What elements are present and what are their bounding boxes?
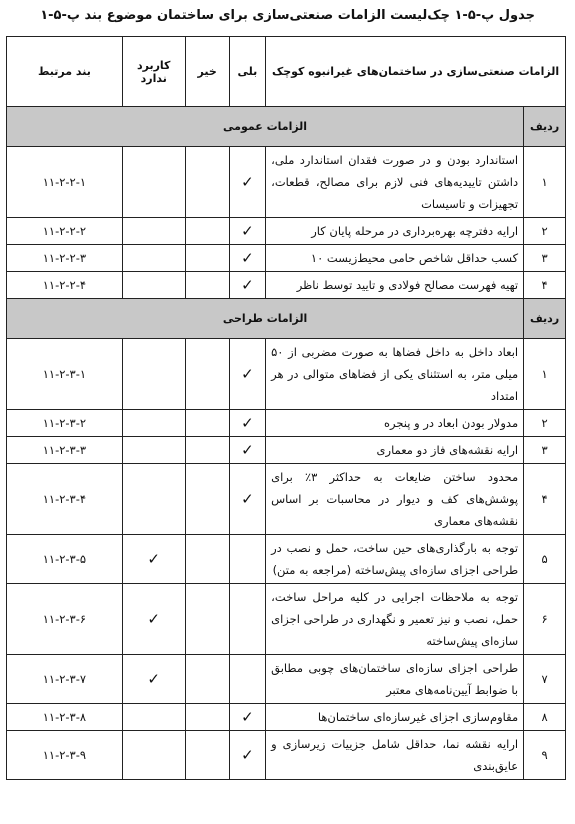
row-number: ۵ bbox=[524, 535, 566, 584]
checkmark-icon: ✓ bbox=[241, 173, 254, 191]
no-cell bbox=[185, 731, 229, 780]
table-row bbox=[7, 410, 566, 437]
checkmark-icon: ✓ bbox=[241, 414, 254, 432]
reference-clause: ۱۱-۲-۳-۴ bbox=[7, 464, 123, 535]
section-title: الزامات طراحی bbox=[7, 299, 524, 339]
yes-cell bbox=[229, 437, 265, 464]
table-row bbox=[7, 147, 566, 218]
requirement-text: مقاوم‌سازی اجزای غیرسازه‌ای ساختمان‌ها bbox=[266, 704, 524, 731]
requirement-text: توجه به بارگذاری‌های حین ساخت، حمل و نصب در طراحی اجزای سازه‌ای پیش‌ساخته (مراجعه به متن) bbox=[266, 535, 524, 584]
yes-cell bbox=[229, 147, 265, 218]
section-header-row bbox=[7, 299, 566, 339]
checkmark-icon: ✓ bbox=[147, 610, 160, 628]
table-row bbox=[7, 272, 566, 299]
requirement-text: استاندارد بودن و در صورت فقدان استاندارد ملی، داشتن تاییدیه‌های فنی لازم برای مصالح، قطعات، تجهیزات و تاسیسات bbox=[266, 147, 524, 218]
no-cell bbox=[185, 704, 229, 731]
reference-clause: ۱۱-۲-۳-۱ bbox=[7, 339, 123, 410]
yes-cell bbox=[229, 535, 265, 584]
reference-clause: ۱۱-۲-۲-۱ bbox=[7, 147, 123, 218]
yes-cell bbox=[229, 272, 265, 299]
yes-cell bbox=[229, 410, 265, 437]
table-row bbox=[7, 245, 566, 272]
no-cell bbox=[185, 535, 229, 584]
yes-cell bbox=[229, 704, 265, 731]
row-number: ۲ bbox=[524, 218, 566, 245]
table-row bbox=[7, 704, 566, 731]
yes-cell bbox=[229, 655, 265, 704]
not-applicable-cell bbox=[122, 245, 185, 272]
no-cell bbox=[185, 655, 229, 704]
row-number: ۷ bbox=[524, 655, 566, 704]
row-number: ۳ bbox=[524, 245, 566, 272]
requirement-text: ارایه نقشه‌های فاز دو معماری bbox=[266, 437, 524, 464]
requirement-text: ابعاد داخل به داخل فضاها به صورت مضربی از ۵۰ میلی متر، به استثنای یکی از فضاهای متوالی در هر امتداد bbox=[266, 339, 524, 410]
table-row bbox=[7, 464, 566, 535]
not-applicable-cell bbox=[122, 535, 185, 584]
requirement-text: محدود ساختن ضایعات به حداکثر ۳٪ برای پوشش‌های کف و دیوار در محاسبات بر اساس نقشه‌های معماری bbox=[266, 464, 524, 535]
section-radif-label: ردیف bbox=[524, 107, 566, 147]
yes-cell bbox=[229, 584, 265, 655]
requirement-text: مدولار بودن ابعاد در و پنجره bbox=[266, 410, 524, 437]
reference-clause: ۱۱-۲-۲-۲ bbox=[7, 218, 123, 245]
reference-clause: ۱۱-۲-۳-۲ bbox=[7, 410, 123, 437]
header-requirement: الزامات صنعتی‌سازی در ساختمان‌های غیرانبوه کوچک bbox=[266, 37, 566, 107]
yes-cell bbox=[229, 339, 265, 410]
checkmark-icon: ✓ bbox=[241, 249, 254, 267]
table-row bbox=[7, 339, 566, 410]
no-cell bbox=[185, 218, 229, 245]
reference-clause: ۱۱-۲-۳-۸ bbox=[7, 704, 123, 731]
requirement-text: ارایه دفترچه بهره‌برداری در مرحله پایان کار bbox=[266, 218, 524, 245]
no-cell bbox=[185, 437, 229, 464]
no-cell bbox=[185, 464, 229, 535]
not-applicable-cell bbox=[122, 584, 185, 655]
not-applicable-cell bbox=[122, 410, 185, 437]
checkmark-icon: ✓ bbox=[241, 708, 254, 726]
row-number: ۱ bbox=[524, 339, 566, 410]
reference-clause: ۱۱-۲-۳-۶ bbox=[7, 584, 123, 655]
not-applicable-cell bbox=[122, 339, 185, 410]
not-applicable-cell bbox=[122, 655, 185, 704]
section-header-row bbox=[7, 107, 566, 147]
reference-clause: ۱۱-۲-۳-۵ bbox=[7, 535, 123, 584]
requirement-text: ارایه نقشه نما، حداقل شامل جزییات زیرسازی و عایق‌بندی bbox=[266, 731, 524, 780]
table-row bbox=[7, 584, 566, 655]
table-row bbox=[7, 731, 566, 780]
header-row bbox=[7, 37, 566, 107]
checkmark-icon: ✓ bbox=[241, 746, 254, 764]
requirement-text: کسب حداقل شاخص حامی محیط‌زیست ۱۰ bbox=[266, 245, 524, 272]
checkmark-icon: ✓ bbox=[241, 490, 254, 508]
header-not-applicable: کاربرد ندارد bbox=[122, 37, 185, 107]
not-applicable-cell bbox=[122, 218, 185, 245]
requirement-text: طراحی اجزای سازه‌ای ساختمان‌های چوبی مطابق با ضوابط آیین‌نامه‌های معتبر bbox=[266, 655, 524, 704]
no-cell bbox=[185, 339, 229, 410]
checkmark-icon: ✓ bbox=[147, 670, 160, 688]
checkmark-icon: ✓ bbox=[241, 441, 254, 459]
header-no: خیر bbox=[185, 37, 229, 107]
table-row bbox=[7, 437, 566, 464]
row-number: ۹ bbox=[524, 731, 566, 780]
row-number: ۴ bbox=[524, 272, 566, 299]
reference-clause: ۱۱-۲-۳-۹ bbox=[7, 731, 123, 780]
not-applicable-cell bbox=[122, 437, 185, 464]
yes-cell bbox=[229, 218, 265, 245]
header-reference: بند مرتبط bbox=[7, 37, 123, 107]
reference-clause: ۱۱-۲-۲-۴ bbox=[7, 272, 123, 299]
yes-cell bbox=[229, 464, 265, 535]
checkmark-icon: ✓ bbox=[241, 222, 254, 240]
reference-clause: ۱۱-۲-۳-۳ bbox=[7, 437, 123, 464]
requirement-text: توجه به ملاحظات اجرایی در کلیه مراحل ساخت، حمل، نصب و نیز تعمیر و نگهداری در طراحی اجزای سازه‌ای پیش‌ساخته bbox=[266, 584, 524, 655]
no-cell bbox=[185, 584, 229, 655]
section-radif-label: ردیف bbox=[524, 299, 566, 339]
requirement-text: تهیه فهرست مصالح فولادی و تایید توسط ناظر bbox=[266, 272, 524, 299]
not-applicable-cell bbox=[122, 464, 185, 535]
row-number: ۶ bbox=[524, 584, 566, 655]
not-applicable-cell bbox=[122, 147, 185, 218]
no-cell bbox=[185, 245, 229, 272]
table-row bbox=[7, 655, 566, 704]
table-row bbox=[7, 218, 566, 245]
header-yes: بلی bbox=[229, 37, 265, 107]
not-applicable-cell bbox=[122, 272, 185, 299]
yes-cell bbox=[229, 731, 265, 780]
table-title: جدول پ-۵-۱ چک‌لیست الزامات صنعتی‌سازی برای ساختمان موضوع بند پ-۵-۱ bbox=[40, 8, 535, 23]
no-cell bbox=[185, 410, 229, 437]
row-number: ۱ bbox=[524, 147, 566, 218]
checklist-table bbox=[6, 36, 566, 780]
checkmark-icon: ✓ bbox=[241, 365, 254, 383]
reference-clause: ۱۱-۲-۲-۳ bbox=[7, 245, 123, 272]
row-number: ۴ bbox=[524, 464, 566, 535]
row-number: ۸ bbox=[524, 704, 566, 731]
yes-cell bbox=[229, 245, 265, 272]
no-cell bbox=[185, 272, 229, 299]
not-applicable-cell bbox=[122, 704, 185, 731]
table-row bbox=[7, 535, 566, 584]
not-applicable-cell bbox=[122, 731, 185, 780]
checkmark-icon: ✓ bbox=[241, 276, 254, 294]
no-cell bbox=[185, 147, 229, 218]
row-number: ۲ bbox=[524, 410, 566, 437]
table-body bbox=[7, 107, 566, 780]
checkmark-icon: ✓ bbox=[147, 550, 160, 568]
section-title: الزامات عمومی bbox=[7, 107, 524, 147]
reference-clause: ۱۱-۲-۳-۷ bbox=[7, 655, 123, 704]
row-number: ۳ bbox=[524, 437, 566, 464]
